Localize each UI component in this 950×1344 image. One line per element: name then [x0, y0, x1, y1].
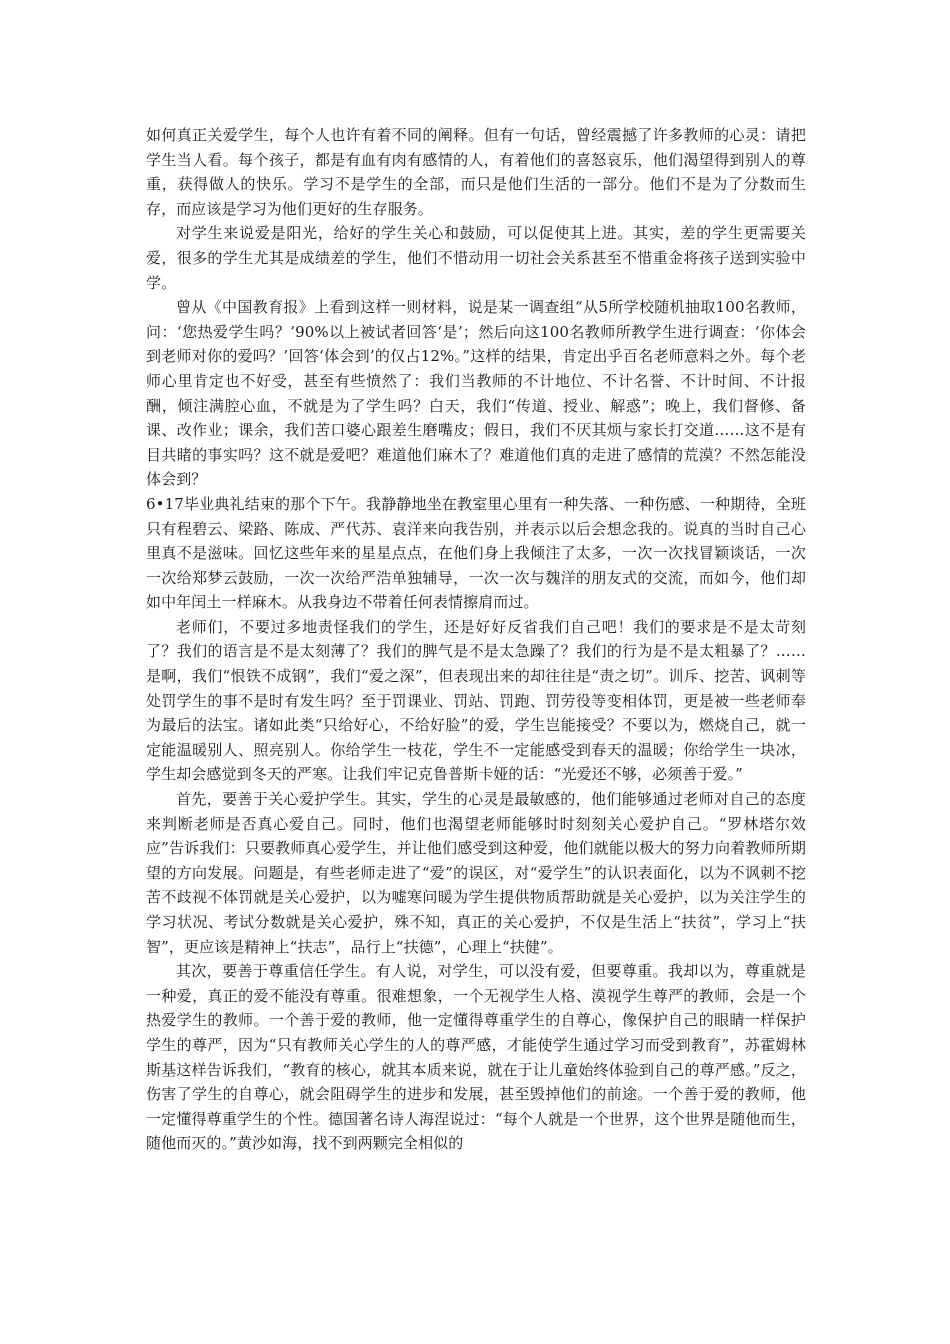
paragraph-7: 其次，要善于尊重信任学生。有人说，对学生，可以没有爱，但要尊重。我却以为，尊重就是一种爱，真正的爱不能没有尊重。很难想象，一个无视学生人格、漠视学生尊严的教师，会是一个热爱学生的教师。一个善于爱的教师，他一定懂得尊重学生的自尊心，像保护自己的眼睛一样保护学生的尊严，因为“只有教师关心学生的人的尊严感，才能使学生通过学习而受到教育”，苏霍姆林斯基这样告诉我们，“教育的核心，就其本质来说，就在于让儿童始终体验到自己的尊严感。”反之，伤害了学生的自尊心，就会阻碍学生的进步和发展，甚至毁掉他们的前途。一个善于爱的教师，他一定懂得尊重学生的个性。德国著名诗人海涅说过：“每个人就是一个世界，这个世界是随他而生，随他而灭的。”黄沙如海，找不到两颗完全相似的	[146, 962, 806, 1153]
paragraph-1: 如何真正关爱学生，每个人也许有着不同的阐释。但有一句话，曾经震撼了许多教师的心灵：请把学生当人看。每个孩子，都是有血有肉有感情的人，有着他们的喜怒哀乐，他们渴望得到别人的尊重，获得做人的快乐。学习不是学生的全部，而只是他们生活的一部分。他们不是为了分数而生存，而应该是学习为他们更好的生存服务。	[146, 126, 806, 218]
paragraph-4: 6•17毕业典礼结束的那个下午。我静静地坐在教室里心里有一种失落、一种伤感、一种期待，全班只有程碧云、梁路、陈成、严代苏、袁洋来向我告别，并表示以后会想念我的。说真的当时自己心里真不是滋味。回忆这些年来的星星点点，在他们身上我倾注了太多，一次一次找冒颖谈话，一次一次给郑梦云鼓励，一次一次给严浩单独辅导，一次一次与魏洋的朋友式的交流，而如今，他们却如中年闰土一样麻木。从我身边不带着任何表情擦肩而过。	[146, 494, 806, 612]
paragraph-2: 对学生来说爱是阳光，给好的学生关心和鼓励，可以促使其上进。其实，差的学生更需要关爱，很多的学生尤其是成绩差的学生，他们不惜动用一切社会关系甚至不惜重金将孩子送到实验中学。	[146, 224, 806, 292]
document-body	[146, 123, 806, 1156]
paragraph-6: 首先，要善于关心爱护学生。其实，学生的心灵是最敏感的，他们能够通过老师对自己的态度来判断老师是否真心爱自己。同时，他们也渴望老师能够时时刻刻关心爱护自己。“罗林塔尔效应”告诉我们：只要教师真心爱学生，并让他们感受到这种爱，他们就能以极大的努力向着教师所期望的方向发展。问题是，有些老师走进了“爱”的误区，对“爱学生”的认识表面化，以为不讽刺不挖苦不歧视不体罚就是关心爱护，以为嘘寒问暖为学生提供物质帮助就是关心爱护，以为关注学生的学习状况、考试分数就是关心爱护，殊不知，真正的关心爱护，不仅是生活上“扶贫”，学习上“扶智”，更应该是精神上“扶志”，品行上“扶德”，心理上“扶健”。	[146, 790, 806, 956]
paragraph-3: 曾从《中国教育报》上看到这样一则材料，说是某一调查组“从5所学校随机抽取100名教师，问：‘您热爱学生吗？’90%以上被试者回答‘是’；然后向这100名教师所教学生进行调查：‘你体会到老师对你的爱吗？’回答‘体会到’的仅占12%。”这样的结果，肯定出乎百名老师意料之外。每个老师心里肯定也不好受，甚至有些愤然了：我们当教师的不计地位、不计名誉、不计时间、不计报酬，倾注满腔心血，不就是为了学生吗？白天，我们“传道、授业、解惑”；晚上，我们督修、备课、改作业；课余，我们苦口婆心跟差生磨嘴皮；假日，我们不厌其烦与家长打交道……这不是有目共睹的事实吗？这不就是爱吧？难道他们麻木了？难道他们真的走进了感情的荒漠？不然怎能没体会到？	[146, 298, 806, 489]
paragraph-5: 老师们，不要过多地责怪我们的学生，还是好好反省我们自己吧！我们的要求是不是太苛刻了？我们的语言是不是太刻薄了？我们的脾气是不是太急躁了？我们的行为是不是太粗暴了？……是啊，我们“恨铁不成钢”，我们“爱之深”，但表现出来的却往往是“责之切”。训斥、挖苦、讽刺等处罚学生的事不是时有发生吗？至于罚课业、罚站、罚跑、罚劳役等变相体罚，更是被一些老师奉为最后的法宝。诸如此类“只给好心，不给好脸”的爱，学生岂能接受？不要以为，燃烧自己，就一定能温暖别人、照亮别人。你给学生一枝花，学生不一定能感受到春天的温暖；你给学生一块冰，学生却会感觉到冬天的严寒。让我们牢记克鲁普斯卡娅的话：“光爱还不够，必须善于爱。”	[146, 617, 806, 784]
